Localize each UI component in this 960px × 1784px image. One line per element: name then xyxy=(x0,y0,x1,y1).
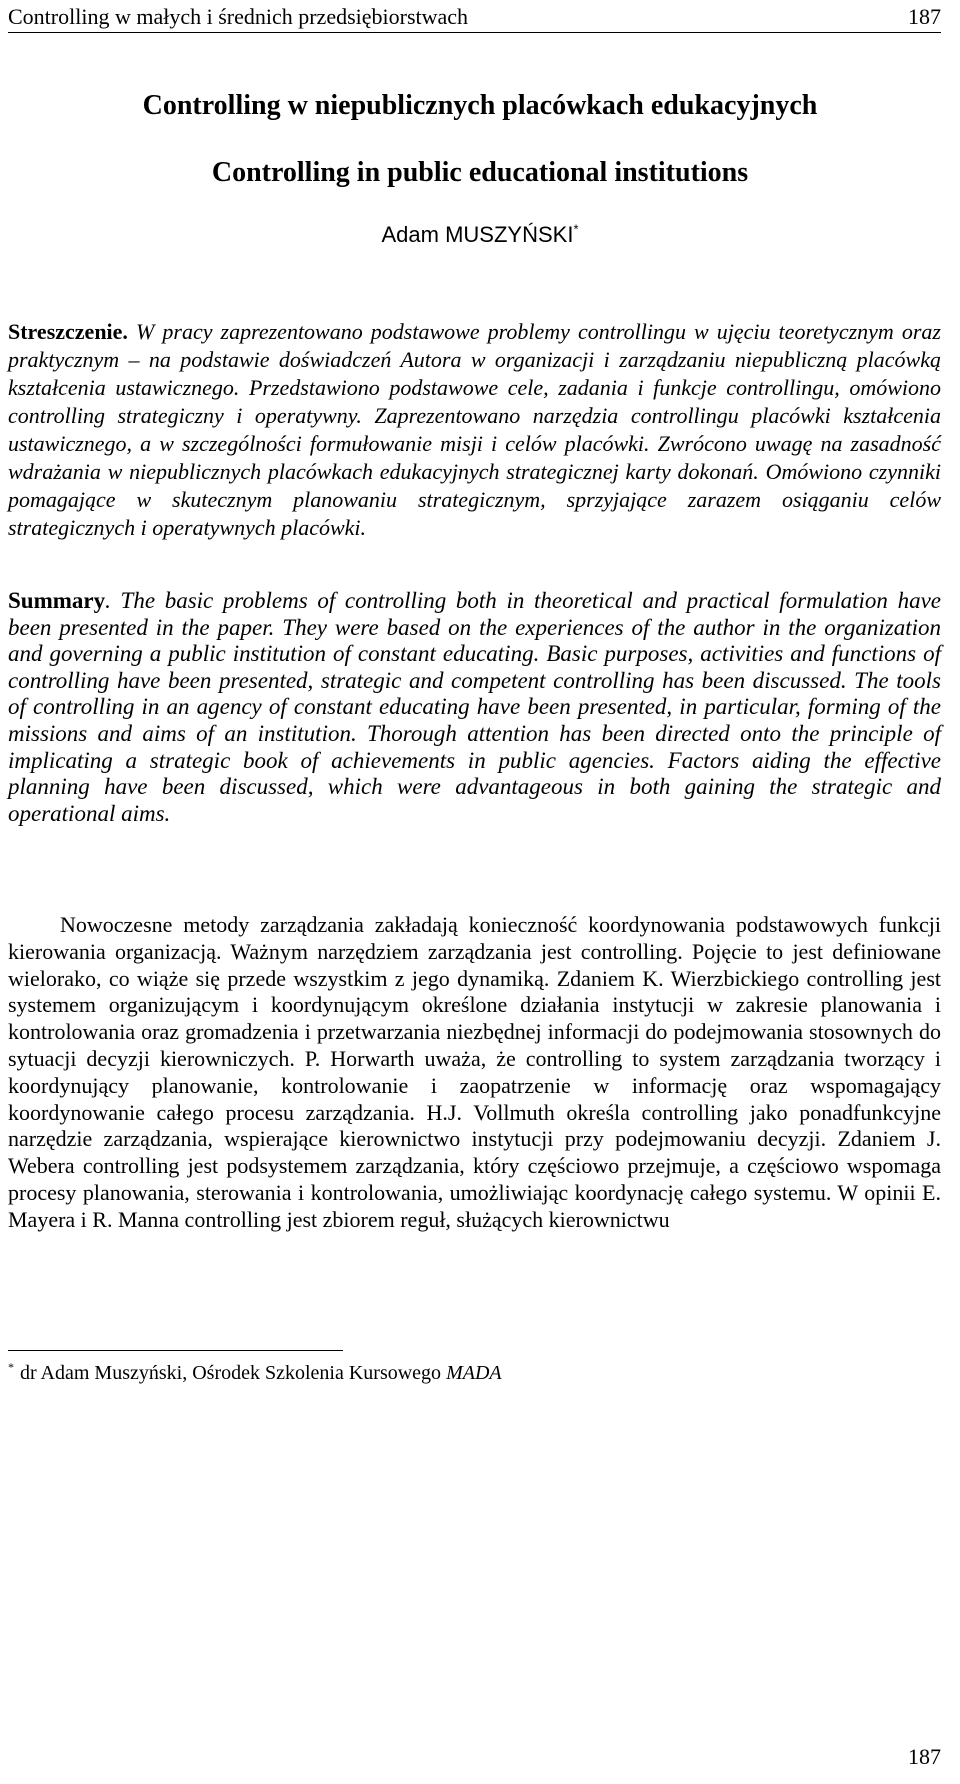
author-line xyxy=(0,220,960,250)
author-name: Adam MUSZYŃSKI xyxy=(381,222,574,247)
article-title-english: Controlling in public educational institutions xyxy=(211,157,749,188)
abstract-english-text: . The basic problems of controlling both in theoretical and practical formulation have been presented in the paper. They were based on the experiences of the author in the organization and governing a public institution of constant educating. Basic purposes, activities and functions of controlling have been presented, strategic and competent controlling has been discussed. The tools of controlling in an agency of constant educating have been presented, in particular, forming of the missions and aims of an institution. Thorough attention has been directed onto the principle of implicating a strategic book of achievements in public agencies. Factors aiding the effective planning have been discussed, which were advantageous in both gaining the strategic and operational aims. xyxy=(8,588,941,826)
footer-page-number: 187 xyxy=(908,1744,941,1769)
footnote xyxy=(8,1360,941,1386)
footnote-institution: MADA xyxy=(446,1362,502,1384)
abstract-english-label: Summary xyxy=(8,588,106,613)
journal-title: Controlling w małych i średnich przedsiębiorstwach xyxy=(8,4,469,29)
header-page-number: 187 xyxy=(908,4,941,29)
abstract-english xyxy=(8,588,941,827)
abstract-polish xyxy=(8,318,941,542)
abstract-polish-text: W pracy zaprezentowano podstawowe problemy controllingu w ujęciu teoretycznym oraz praktycznym – na podstawie doświadczeń Autora w organizacji i zarządzaniu niepubliczną placówką kształcenia ustawicznego. Przedstawiono podstawowe cele, zadania i funkcje controllingu, omówiono controlling strategiczny i operatywny. Zaprezentowano narzędzia controllingu placówki kształcenia ustawicznego, a w szczególności formułowanie misji i celów placówki. Zwrócono uwagę na zasadność wdrażania w niepublicznych placówkach edukacyjnych strategicznej karty dokonań. Omówiono czynniki pomagające w skutecznym planowaniu strategicznym, sprzyjające zarazem osiąganiu celów strategicznych i operatywnych placówki. xyxy=(8,319,941,540)
footnote-separator xyxy=(8,1350,343,1351)
abstract-polish-label: Streszczenie. xyxy=(8,319,128,344)
running-header xyxy=(8,0,941,33)
author-footnote-mark: * xyxy=(573,221,579,237)
footnote-mark: * xyxy=(8,1360,14,1375)
footnote-text: dr Adam Muszyński, Ośrodek Szkolenia Kursowego xyxy=(20,1362,447,1384)
body-paragraph: Nowoczesne metody zarządzania zakładają konieczność koordynowania podstawowych funkcji kierowania organizacją. Ważnym narzędziem zarządzania jest controlling. Pojęcie to jest definiowane wielorako, co wiąże się przede wszystkim z jego dynamiką. Zdaniem K. Wierzbickiego controlling jest systemem organizującym i koordynującym określone działania instytucji w zakresie planowania i kontrolowania oraz gromadzenia i przetwarzania niezbędnej informacji do podejmowania stosownych do sytuacji decyzji kierowniczych. P. Horwarth uważa, że controlling to system zarządzania tworzący i koordynujący planowanie, kontrolowanie i zaopatrzenie w informację oraz wspomagający koordynowanie całego procesu zarządzania. H.J. Vollmuth określa controlling jako ponadfunkcyjne narzędzie zarządzania, wspierające kierownictwo instytucji przy podejmowaniu decyzji. Zdaniem J. Webera controlling jest podsystemem zarządzania, który częściowo przejmuje, a częściowo wspomaga procesy planowania, sterowania i kontrolowania, umożliwiając koordynację całego systemu. W opinii E. Mayera i R. Manna controlling jest zbiorem reguł, służących kierownictwu xyxy=(8,912,941,1232)
article-title-polish: Controlling w niepublicznych placówkach edukacyjnych xyxy=(142,90,818,121)
